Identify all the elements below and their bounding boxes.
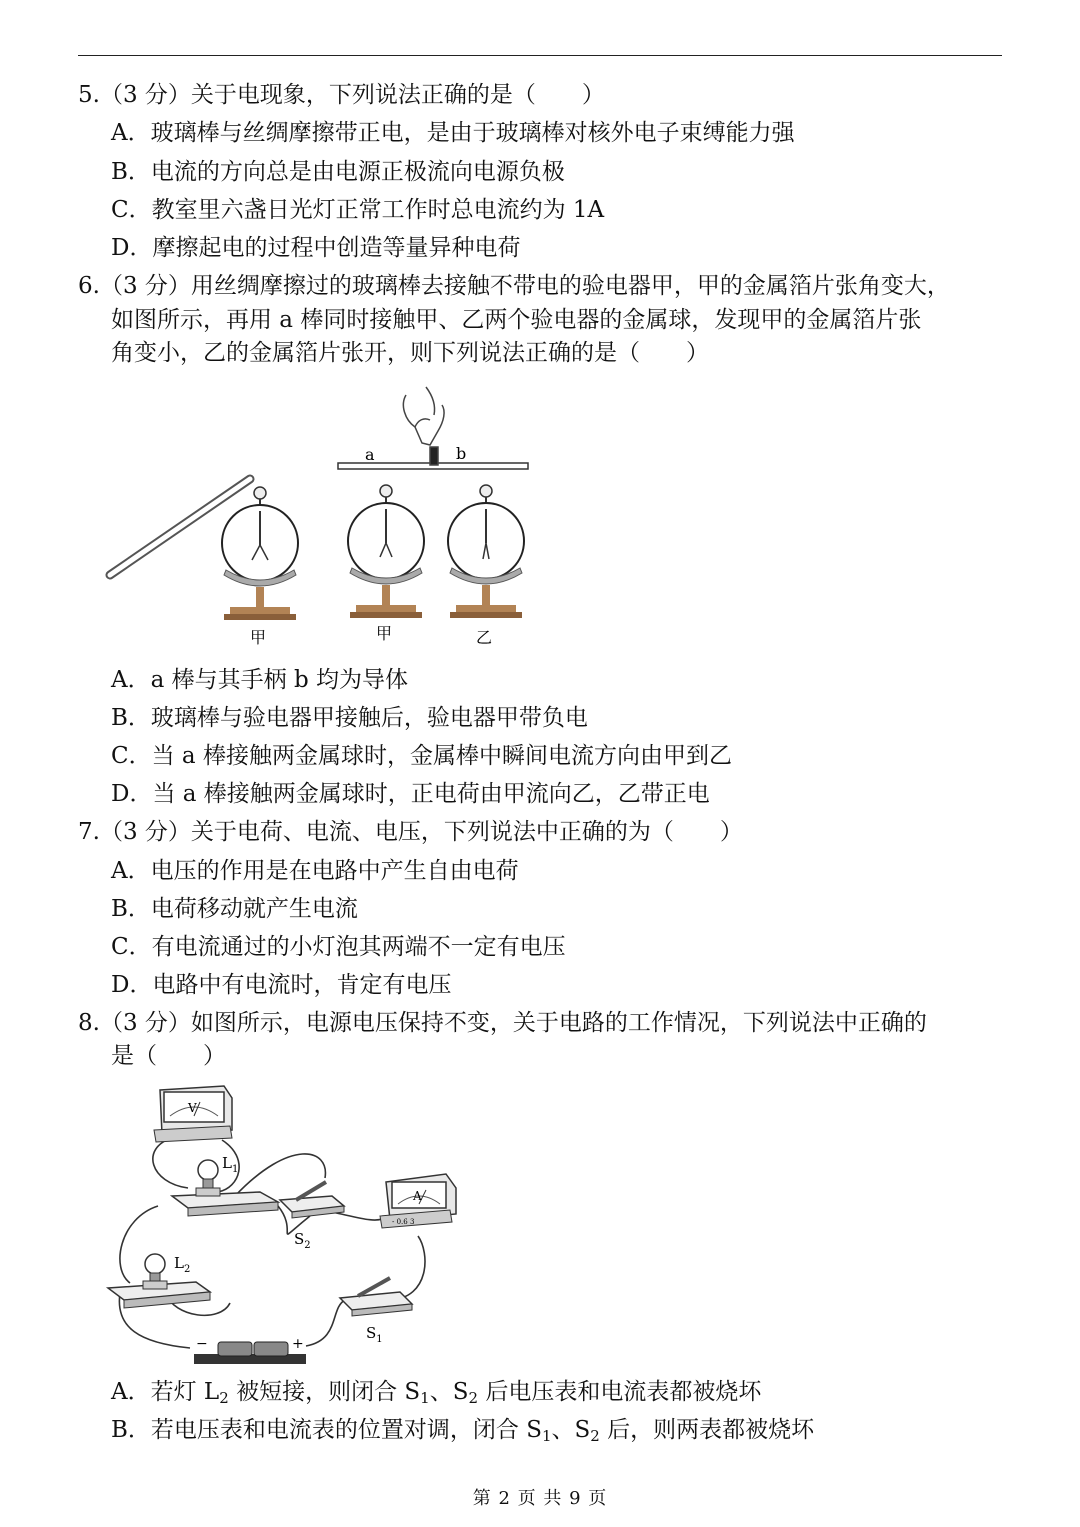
q7-option-b: B．电荷移动就产生电流 [111, 896, 358, 922]
voltmeter-label: V [188, 1101, 197, 1115]
lamp-l2-label: $L_2$ [174, 1254, 191, 1275]
left-electroscope-label: 甲 [250, 628, 267, 647]
switch-s1-icon [340, 1278, 412, 1316]
q6-stem-line1: 6.（3 分）用丝绸摩擦过的玻璃棒去接触不带电的验电器甲，甲的金属箔片张角变大， [78, 273, 950, 299]
electroscope-left [222, 487, 298, 620]
switch-s1-label: $S_1$ [366, 1324, 383, 1345]
q6-stem-line2: 如图所示，再用 a 棒同时接触甲、乙两个验电器的金属球，发现甲的金属箔片张 [111, 307, 922, 333]
circuit-figure [100, 1078, 470, 1373]
q6-option-d: D．当 a 棒接触两金属球时，正电荷由甲流向乙，乙带正电 [111, 781, 710, 807]
q8-stem-line1: 8.（3 分）如图所示，电源电压保持不变，关于电路的工作情况，下列说法中正确的 [78, 1010, 927, 1036]
header-rule [78, 55, 1002, 56]
q8-stem-line2: 是（ ） [111, 1043, 226, 1069]
lamp-l1-label: $L_1$ [222, 1154, 239, 1175]
page-footer: 第 2 页 共 9 页 [472, 1488, 608, 1509]
q6-option-c: C．当 a 棒接触两金属球时，金属棒中瞬间电流方向由甲到乙 [111, 743, 732, 769]
ammeter-range-label: - 0.6 3 [392, 1218, 415, 1226]
q6-option-b: B．玻璃棒与验电器甲接触后，验电器甲带负电 [111, 705, 588, 731]
right-electroscope-label: 乙 [476, 628, 493, 647]
handle-b-label: b [456, 444, 467, 463]
q7-option-c: C．有电流通过的小灯泡其两端不一定有电压 [111, 934, 566, 960]
q5-stem: 5.（3 分）关于电现象，下列说法正确的是（ ） [78, 82, 605, 108]
middle-electroscope-label: 甲 [376, 624, 393, 643]
rod-a-label: a [365, 445, 375, 464]
battery-positive-label: + [292, 1336, 304, 1352]
electroscope-figure [100, 375, 540, 655]
q8-option-b: B．若电压表和电流表的位置对调，闭合 $S_1$、$S_2$ 后，则两表都被烧坏 [111, 1417, 815, 1445]
battery-negative-label: − [196, 1336, 208, 1352]
q7-option-a: A．电压的作用是在电路中产生自由电荷 [111, 858, 519, 884]
q5-option-b: B．电流的方向总是由电源正极流向电源负极 [111, 159, 565, 185]
battery-icon [194, 1342, 306, 1364]
switch-s2-label: $S_2$ [294, 1230, 311, 1251]
switch-s2-icon [280, 1182, 344, 1218]
q6-option-a: A．a 棒与其手柄 b 均为导体 [111, 667, 408, 693]
q7-stem: 7.（3 分）关于电荷、电流、电压，下列说法中正确的为（ ） [78, 819, 743, 845]
q8-option-a: A．若灯 $L_2$ 被短接，则闭合 $S_1$、$S_2$ 后电压表和电流表都被烧坏 [111, 1379, 762, 1407]
circuit-wires [119, 1138, 425, 1348]
ammeter-label: A [413, 1189, 422, 1203]
electroscope-middle [348, 485, 424, 618]
q5-option-c: C．教室里六盏日光灯正常工作时总电流约为 1A [111, 197, 605, 223]
q7-option-d: D．电路中有电流时，肯定有电压 [111, 972, 452, 998]
q5-option-d: D．摩擦起电的过程中创造等量异种电荷 [111, 235, 521, 261]
q6-stem-line3: 角变小，乙的金属箔片张开，则下列说法正确的是（ ） [111, 340, 709, 366]
q5-option-a: A．玻璃棒与丝绸摩擦带正电，是由于玻璃棒对核外电子束缚能力强 [111, 120, 795, 146]
lamp-l2-icon [108, 1254, 210, 1308]
electroscope-right [448, 485, 524, 618]
hand-icon [403, 387, 444, 465]
